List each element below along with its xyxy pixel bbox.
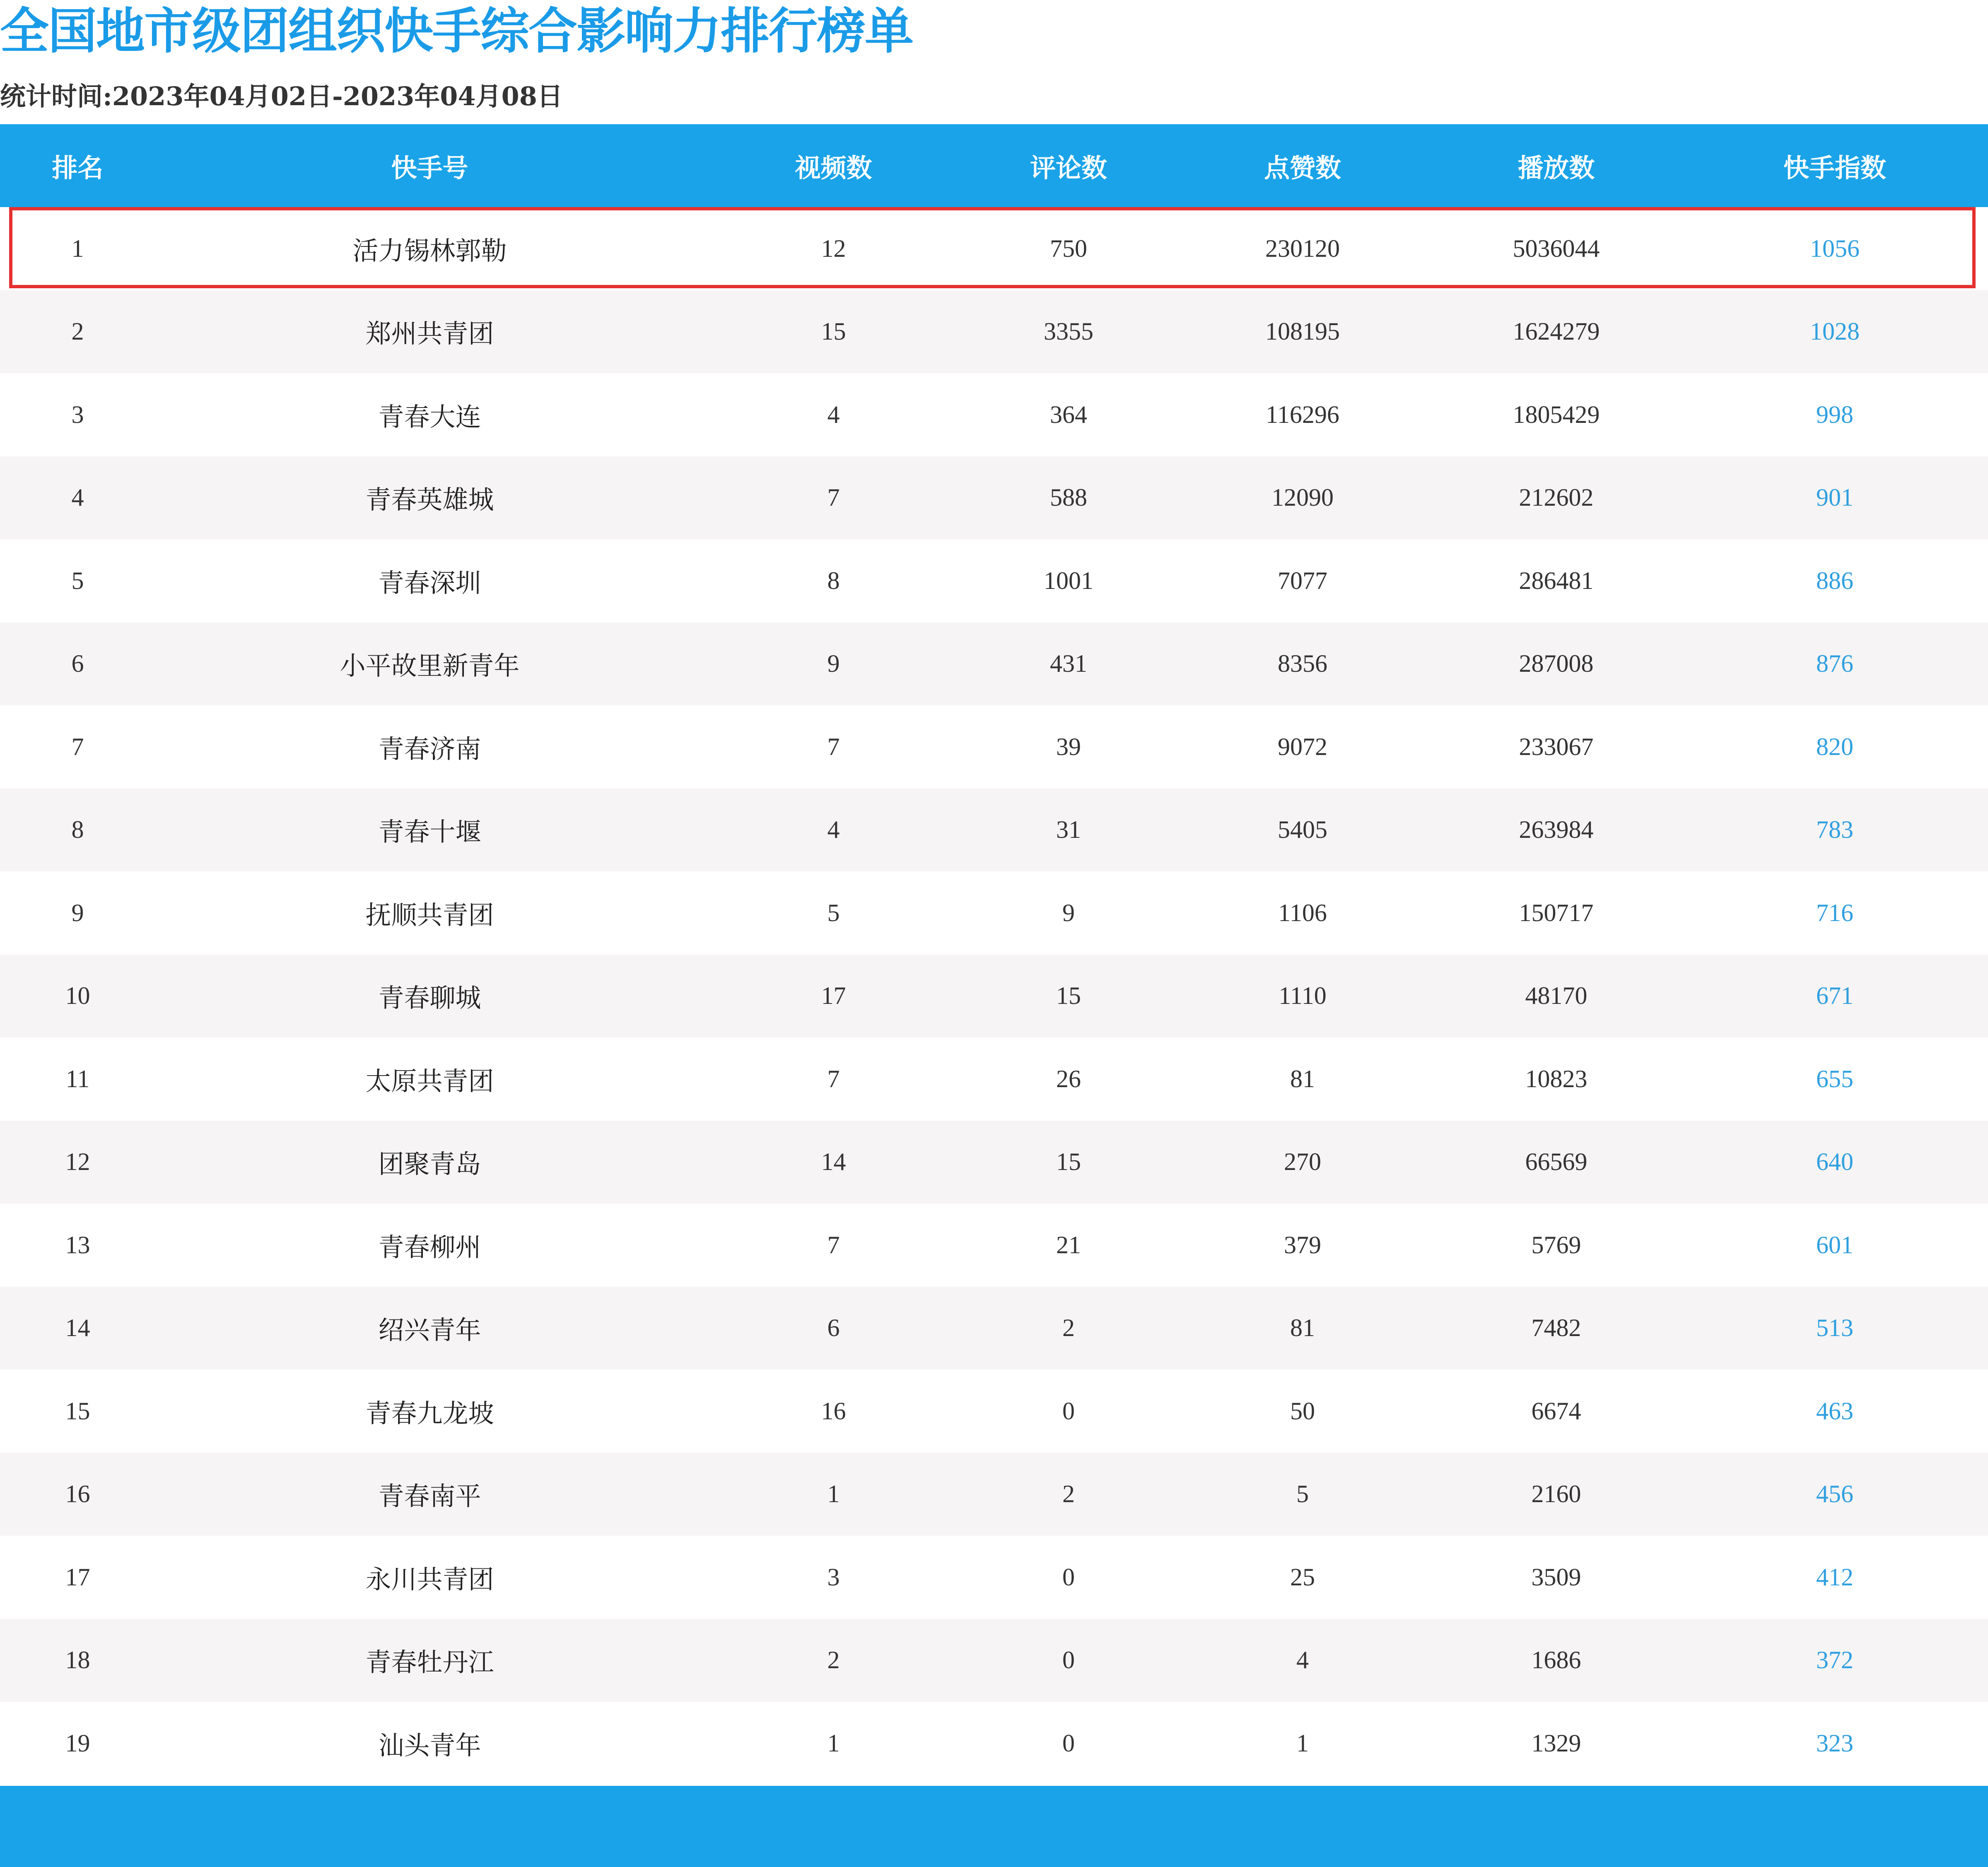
kuaishou-index-cell: 513 — [1816, 1314, 1853, 1342]
plays-cell: 287008 — [1519, 650, 1594, 678]
stat-period: 统计时间:2023年04月02日-2023年04月08日 — [0, 81, 563, 111]
header-index: 快手指数 — [1783, 152, 1886, 183]
likes-cell: 1110 — [1279, 982, 1327, 1010]
kuaishou-index-cell: 876 — [1816, 650, 1853, 678]
table-row — [0, 1287, 1988, 1370]
comments-cell: 0 — [1062, 1646, 1075, 1674]
table-row — [0, 1204, 1988, 1287]
videos-cell: 1 — [827, 1480, 840, 1508]
rank-cell: 3 — [71, 400, 84, 428]
account-name-cell: 青春九龙坡 — [365, 1398, 494, 1428]
rank-cell: 6 — [71, 650, 84, 678]
table-row — [0, 1121, 1988, 1204]
likes-cell: 12090 — [1271, 484, 1334, 511]
videos-cell: 1 — [827, 1729, 840, 1757]
account-name-cell: 青春聊城 — [378, 983, 481, 1013]
videos-cell: 7 — [827, 733, 840, 760]
rank-cell: 18 — [65, 1646, 90, 1674]
account-name-cell: 青春十堰 — [378, 817, 481, 847]
plays-cell: 212602 — [1519, 484, 1594, 511]
rank-cell: 16 — [65, 1480, 90, 1508]
comments-cell: 1001 — [1044, 567, 1093, 594]
plays-cell: 48170 — [1525, 982, 1588, 1010]
kuaishou-index-cell: 886 — [1816, 567, 1853, 594]
likes-cell: 50 — [1290, 1397, 1315, 1425]
table-row — [0, 1619, 1988, 1702]
videos-cell: 7 — [827, 1065, 840, 1093]
comments-cell: 15 — [1056, 982, 1081, 1010]
comments-cell: 26 — [1056, 1065, 1081, 1093]
likes-cell: 1106 — [1278, 899, 1327, 926]
table-row — [0, 789, 1988, 872]
likes-cell: 9072 — [1278, 733, 1327, 760]
account-name-cell: 太原共青团 — [365, 1066, 494, 1096]
videos-cell: 6 — [827, 1314, 840, 1342]
plays-cell: 5769 — [1531, 1231, 1581, 1259]
videos-cell: 2 — [827, 1646, 840, 1674]
likes-cell: 5 — [1296, 1480, 1309, 1508]
comments-cell: 750 — [1050, 234, 1087, 262]
rank-cell: 13 — [65, 1231, 90, 1259]
account-name-cell: 青春英雄城 — [365, 485, 494, 515]
kuaishou-index-cell: 1056 — [1810, 234, 1860, 262]
comments-cell: 21 — [1056, 1231, 1081, 1259]
comments-cell: 2 — [1062, 1314, 1075, 1342]
account-name-cell: 小平故里新青年 — [340, 651, 520, 681]
kuaishou-index-cell: 640 — [1816, 1148, 1853, 1176]
comments-cell: 9 — [1062, 899, 1075, 926]
table-row — [0, 622, 1988, 706]
table-row — [0, 539, 1988, 622]
table-row — [0, 871, 1988, 955]
account-name-cell: 绍兴青年 — [378, 1315, 481, 1346]
header-comments: 评论数 — [1030, 152, 1107, 183]
table-row — [0, 1370, 1988, 1453]
plays-cell: 3509 — [1531, 1563, 1581, 1591]
plays-cell: 263984 — [1519, 816, 1594, 844]
table-row — [0, 705, 1988, 789]
videos-cell: 8 — [827, 567, 840, 594]
likes-cell: 230120 — [1265, 234, 1340, 262]
table-row — [0, 1037, 1988, 1121]
rank-cell: 1 — [71, 234, 84, 262]
plays-cell: 66569 — [1525, 1148, 1588, 1176]
comments-cell: 15 — [1056, 1148, 1081, 1176]
kuaishou-index-cell: 783 — [1816, 816, 1853, 844]
plays-cell: 2160 — [1531, 1480, 1581, 1508]
videos-cell: 14 — [821, 1148, 846, 1176]
header-rank: 排名 — [52, 152, 104, 183]
rank-cell: 12 — [65, 1148, 90, 1176]
rank-cell: 14 — [65, 1314, 90, 1342]
header-plays: 播放数 — [1518, 152, 1595, 183]
table-row — [0, 1702, 1988, 1785]
videos-cell: 3 — [827, 1563, 840, 1591]
ranking-table — [0, 124, 1988, 1785]
videos-cell: 9 — [827, 650, 840, 678]
account-name-cell: 抚顺共青团 — [365, 900, 494, 930]
likes-cell: 81 — [1290, 1065, 1315, 1093]
likes-cell: 25 — [1290, 1563, 1315, 1591]
comments-cell: 2 — [1062, 1480, 1075, 1508]
videos-cell: 17 — [821, 982, 846, 1010]
videos-cell: 7 — [827, 484, 840, 511]
comments-cell: 588 — [1050, 484, 1087, 511]
plays-cell: 1686 — [1531, 1646, 1581, 1674]
plays-cell: 7482 — [1531, 1314, 1581, 1342]
comments-cell: 0 — [1062, 1729, 1075, 1757]
kuaishou-index-cell: 655 — [1816, 1065, 1853, 1093]
kuaishou-index-cell: 601 — [1816, 1231, 1853, 1259]
kuaishou-index-cell: 901 — [1816, 484, 1853, 511]
videos-cell: 7 — [827, 1231, 840, 1259]
likes-cell: 7077 — [1278, 567, 1327, 594]
likes-cell: 379 — [1284, 1231, 1321, 1259]
plays-cell: 286481 — [1519, 567, 1594, 594]
plays-cell: 1329 — [1531, 1729, 1581, 1757]
likes-cell: 116296 — [1266, 400, 1339, 428]
videos-cell: 4 — [827, 816, 840, 844]
rank-cell: 15 — [65, 1397, 90, 1425]
videos-cell: 12 — [821, 234, 846, 262]
account-name-cell: 团聚青岛 — [378, 1149, 481, 1180]
rank-cell: 9 — [71, 899, 84, 926]
comments-cell: 0 — [1062, 1397, 1075, 1425]
table-row — [0, 1536, 1988, 1619]
kuaishou-index-cell: 1028 — [1810, 318, 1860, 345]
likes-cell: 5405 — [1278, 816, 1327, 844]
rank-cell: 10 — [65, 982, 90, 1010]
table-row — [0, 290, 1988, 374]
videos-cell: 16 — [821, 1397, 846, 1425]
plays-cell: 5036044 — [1513, 234, 1600, 262]
likes-cell: 1 — [1296, 1729, 1309, 1757]
kuaishou-index-cell: 998 — [1816, 400, 1853, 428]
plays-cell: 233067 — [1519, 733, 1594, 760]
kuaishou-index-cell: 456 — [1816, 1480, 1853, 1508]
kuaishou-index-cell: 716 — [1816, 899, 1853, 926]
page-title: 全国地市级团组织快手综合影响力排行榜单 — [0, 2, 913, 60]
table-row — [0, 207, 1988, 290]
plays-cell: 10823 — [1525, 1065, 1588, 1093]
plays-cell: 6674 — [1531, 1397, 1581, 1425]
header-account: 快手号 — [391, 152, 468, 183]
comments-cell: 0 — [1062, 1563, 1075, 1591]
kuaishou-index-cell: 463 — [1816, 1397, 1853, 1425]
header-likes: 点赞数 — [1264, 152, 1341, 183]
kuaishou-index-cell: 671 — [1816, 982, 1853, 1010]
account-name-cell: 青春大连 — [378, 401, 481, 432]
table-row — [0, 373, 1988, 456]
plays-cell: 1805429 — [1513, 400, 1600, 428]
account-name-cell: 青春深圳 — [378, 567, 481, 598]
rank-cell: 4 — [71, 484, 84, 511]
likes-cell: 108195 — [1265, 318, 1340, 345]
account-name-cell: 青春柳州 — [378, 1232, 481, 1262]
likes-cell: 8356 — [1278, 650, 1327, 678]
kuaishou-index-cell: 323 — [1816, 1729, 1853, 1757]
account-name-cell: 永川共青团 — [365, 1564, 494, 1594]
rank-cell: 19 — [65, 1729, 90, 1757]
rank-cell: 8 — [71, 816, 84, 844]
videos-cell: 15 — [821, 318, 846, 345]
rank-cell: 2 — [71, 318, 84, 345]
account-name-cell: 青春南平 — [378, 1481, 481, 1512]
rank-cell: 17 — [65, 1563, 90, 1591]
account-name-cell: 活力锡林郭勒 — [352, 235, 507, 266]
rank-cell: 11 — [65, 1065, 90, 1093]
table-row — [0, 1453, 1988, 1536]
table-body — [0, 207, 1988, 1785]
comments-cell: 31 — [1056, 816, 1081, 844]
likes-cell: 270 — [1284, 1148, 1321, 1176]
videos-cell: 5 — [827, 899, 840, 926]
account-name-cell: 青春牡丹江 — [365, 1647, 494, 1678]
comments-cell: 39 — [1056, 733, 1081, 760]
rank-cell: 5 — [71, 567, 84, 594]
videos-cell: 4 — [827, 400, 840, 428]
kuaishou-index-cell: 412 — [1816, 1563, 1853, 1591]
kuaishou-index-cell: 820 — [1816, 733, 1853, 760]
header-videos: 视频数 — [795, 152, 872, 183]
account-name-cell: 郑州共青团 — [365, 318, 494, 349]
account-name-cell: 汕头青年 — [378, 1730, 481, 1761]
rank-cell: 7 — [71, 733, 84, 760]
likes-cell: 81 — [1290, 1314, 1315, 1342]
footer-band — [0, 1786, 1988, 1867]
table-row — [0, 456, 1988, 540]
account-name-cell: 青春济南 — [378, 733, 481, 764]
likes-cell: 4 — [1296, 1646, 1309, 1674]
kuaishou-index-cell: 372 — [1816, 1646, 1853, 1674]
comments-cell: 431 — [1050, 650, 1087, 678]
table-row — [0, 955, 1988, 1038]
comments-cell: 3355 — [1044, 318, 1093, 345]
comments-cell: 364 — [1050, 400, 1087, 428]
table-header-row — [0, 124, 1988, 207]
plays-cell: 1624279 — [1513, 318, 1600, 345]
plays-cell: 150717 — [1519, 899, 1594, 926]
